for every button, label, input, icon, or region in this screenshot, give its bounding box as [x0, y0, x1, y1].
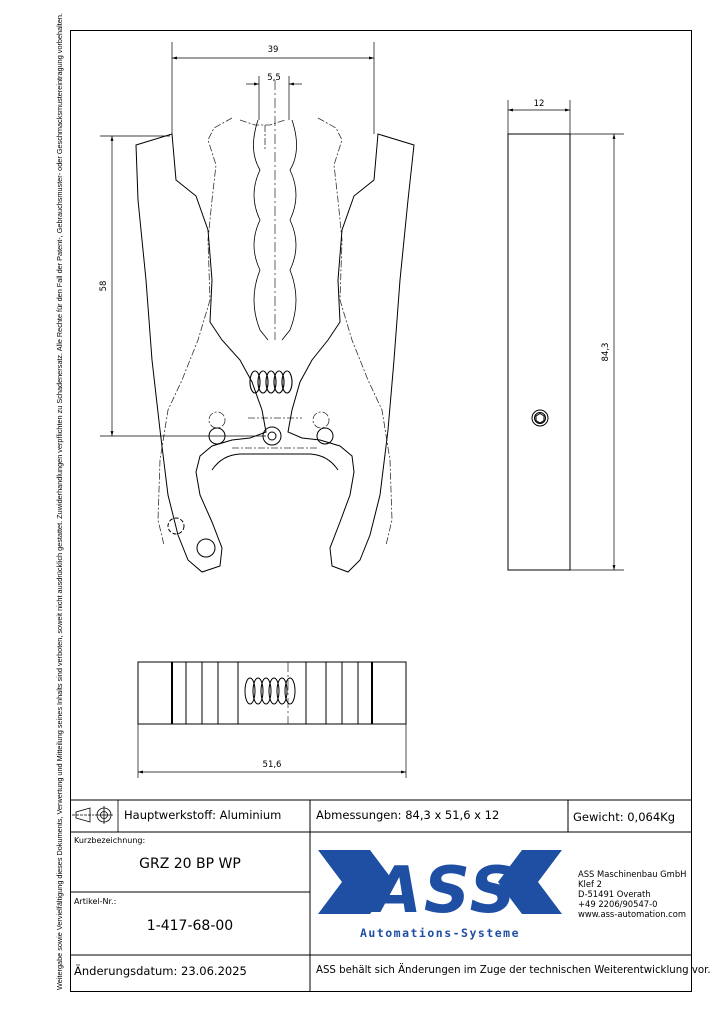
- bottom-spring: [245, 678, 295, 704]
- projection-symbol-icon: [72, 800, 118, 832]
- legal-notice: Weitergabe sowie Vervielfältigung dieses Dokuments, Verwertung und Mitteilung seines Inhalts sind verboten, soweit nicht ausdrücklich gestattet. Zuwiderhandlungen verpflichten zu Schadenersatz. Alle Rechte für den Fall der Patent-, Gebrauchsmuster- oder Geschmacksmustereintragung vorbehalten.: [55, 13, 64, 990]
- bottom-view: [138, 662, 406, 724]
- side-view: [508, 134, 570, 570]
- company-web[interactable]: www.ass-automation.com: [578, 909, 687, 919]
- left-grip-pin: [197, 539, 215, 557]
- dim-84-3-label: 84,3: [601, 342, 611, 362]
- slot-wave-right: [282, 120, 297, 340]
- logo-text: ASS: [372, 854, 518, 928]
- dim-51-6-label: 51,6: [262, 760, 282, 770]
- company-address: [578, 869, 686, 919]
- dim-12-label: 12: [533, 99, 545, 109]
- weight-text: Gewicht: 0,064Kg: [573, 810, 676, 824]
- article-label: Artikel-Nr.:: [74, 897, 117, 906]
- dim-39-label: 39: [267, 45, 279, 55]
- disclaimer: ASS behält sich Änderungen im Zuge der technischen Weiterentwicklung vor.: [316, 965, 711, 976]
- dim-5-5-label: 5,5: [267, 73, 281, 83]
- dimensions-text: Abmessungen: 84,3 x 51,6 x 12: [316, 808, 500, 822]
- dim-84-3: [570, 134, 624, 570]
- company-street: Klef 2: [578, 879, 602, 889]
- company-phone: +49 2206/90547-0: [578, 899, 658, 909]
- dim-39: [172, 42, 374, 134]
- change-date: Änderungsdatum: 23.06.2025: [74, 964, 247, 978]
- dim-58: [100, 136, 266, 436]
- open-position-outline: [158, 118, 392, 545]
- right-jaw: [288, 134, 414, 572]
- short-value: GRZ 20 BP WP: [139, 856, 241, 872]
- short-label: Kurzbezeichnung:: [74, 836, 146, 845]
- front-view: [136, 80, 414, 572]
- company-name: ASS Maschinenbau GmbH: [578, 869, 687, 879]
- spring: [250, 371, 292, 393]
- dim-58-label: 58: [99, 280, 109, 292]
- company-city: D-51491 Overath: [578, 889, 651, 899]
- article-value: 1-417-68-00: [146, 918, 234, 934]
- logo-tagline: Automations-Systeme: [359, 926, 521, 940]
- slot-wave-left: [253, 120, 268, 340]
- left-jaw: [136, 134, 266, 572]
- inner-link: [212, 454, 338, 470]
- pivot-pin-core: [268, 432, 276, 440]
- material-text: Hauptwerkstoff: Aluminium: [124, 808, 282, 822]
